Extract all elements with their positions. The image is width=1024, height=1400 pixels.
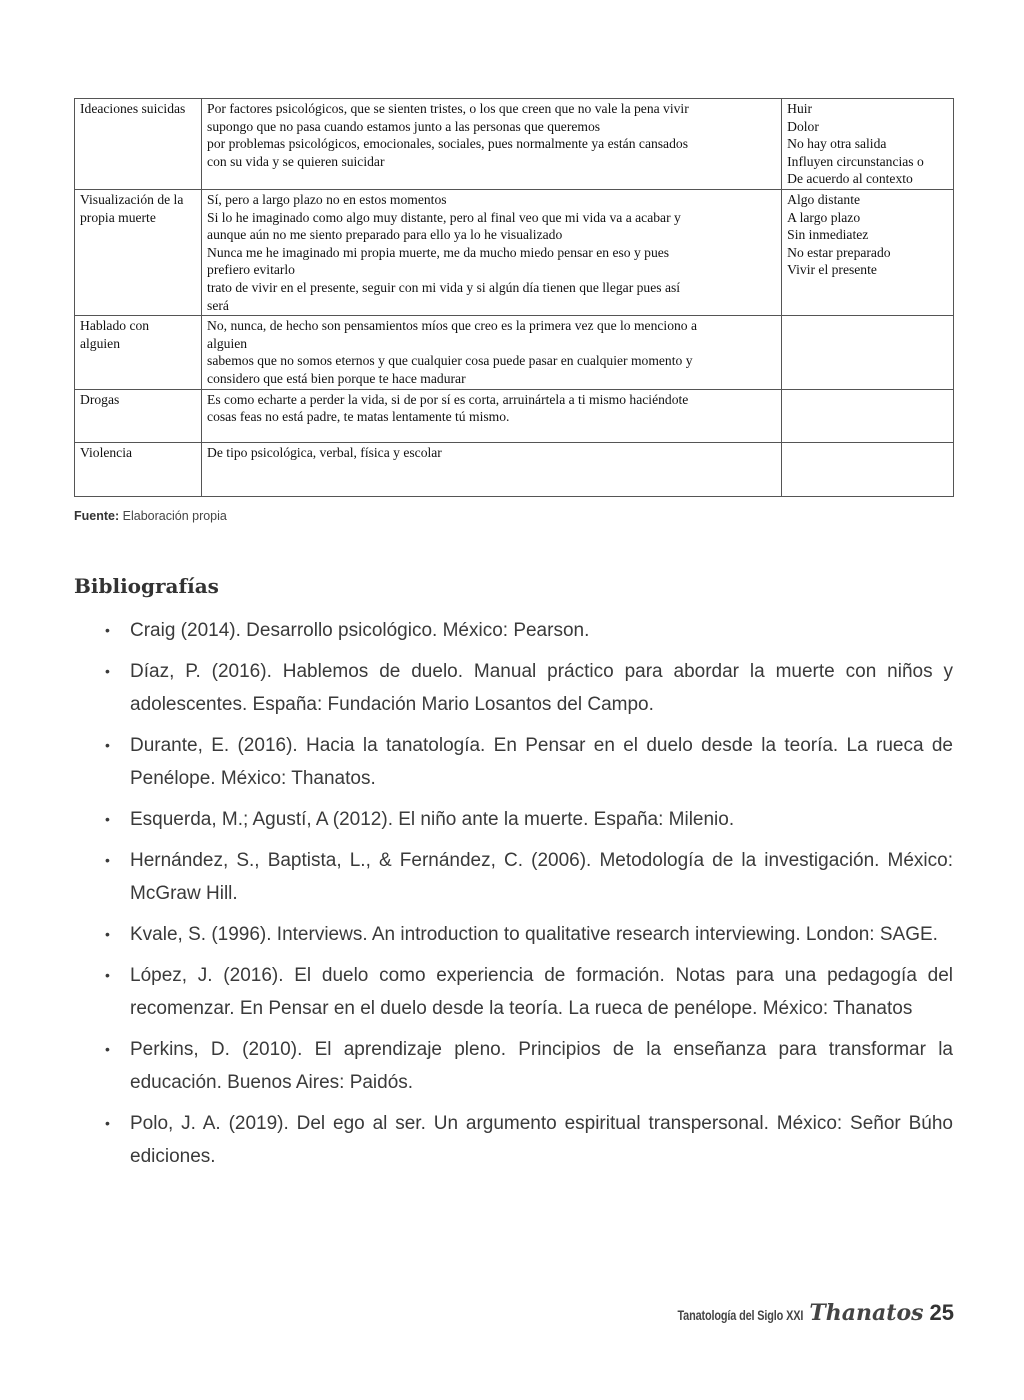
cell-line: considero que está bien porque te hace madurar	[207, 370, 466, 386]
bullet-icon: •	[105, 926, 110, 942]
cell-line: No estar preparado	[787, 244, 891, 260]
bullet-icon: •	[105, 622, 110, 638]
cell-line: A largo plazo	[787, 209, 861, 225]
source-text: Elaboración propia	[122, 509, 227, 523]
cell-line: alguien	[80, 335, 121, 351]
cell-line: Visualización de la	[80, 191, 184, 207]
cell-line: alguien	[207, 335, 248, 351]
cell-line: Si lo he imaginado como algo muy distante, pero al final veo que mi vida va a acabar y	[207, 209, 681, 225]
cell-line: Nunca me he imaginado mi propia muerte, me da mucho miedo pensar en eso y pues	[207, 244, 670, 260]
reference-item	[105, 959, 953, 1025]
responses-cell	[202, 442, 782, 496]
cell-line: con su vida y se quieren suicidar	[207, 153, 385, 169]
cell-line: Hablado con	[80, 318, 150, 334]
journal-logo: Thanatos	[809, 1300, 924, 1326]
codes-cell	[782, 99, 954, 190]
table-row	[75, 189, 954, 315]
reference-item	[105, 1033, 953, 1099]
cell-line: Vivir el presente	[787, 262, 877, 278]
cell-line: por problemas psicológicos, emocionales, sociales, pues normalmente ya están cansados	[207, 136, 688, 152]
bullet-icon: •	[105, 852, 110, 868]
codes-cell	[782, 389, 954, 442]
cell-line: propia muerte	[80, 209, 156, 225]
page-number: 25	[929, 1300, 954, 1325]
cell-line: Sin inmediatez	[787, 227, 869, 243]
results-table	[74, 98, 954, 497]
reference-text: Díaz, P. (2016). Hablemos de duelo. Manual práctico para abordar la muerte con niños y adolescentes. España: Fundación Mario Losantos del Campo.	[130, 661, 953, 715]
reference-text: Craig (2014). Desarrollo psicológico. México: Pearson.	[130, 620, 590, 641]
cell-line: trato de vivir en el presente, seguir con mi vida y si algún día tienen que llegar pues así	[207, 279, 681, 295]
cell-line: prefiero evitarlo	[207, 262, 295, 278]
bullet-icon: •	[105, 1041, 110, 1057]
table-source	[74, 509, 227, 523]
table-row	[75, 442, 954, 496]
reference-item	[105, 1107, 953, 1173]
reference-text: López, J. (2016). El duelo como experiencia de formación. Notas para una pedagogía del recomenzar. En Pensar en el duelo desde la teoría. La rueca de penélope. México: Thanatos	[130, 965, 953, 1019]
responses-cell	[202, 316, 782, 389]
cell-line: Sí, pero a largo plazo no en estos momentos	[207, 191, 447, 207]
source-label: Fuente:	[74, 509, 120, 523]
category-cell	[75, 389, 202, 442]
cell-line: No hay otra salida	[787, 136, 887, 152]
cell-line: De acuerdo al contexto	[787, 171, 913, 187]
codes-cell	[782, 442, 954, 496]
cell-line: sabemos que no somos eternos y que cualquier cosa puede pasar en cualquier momento y	[207, 353, 693, 369]
cell-line: Violencia	[80, 444, 133, 460]
reference-text: Hernández, S., Baptista, L., & Fernández, C. (2006). Metodología de la investigación. México: McGraw Hill.	[130, 850, 953, 904]
cell-line: supongo que no pasa cuando estamos junto a las personas que queremos	[207, 118, 601, 134]
codes-cell	[782, 316, 954, 389]
reference-item	[105, 729, 953, 795]
table-row	[75, 99, 954, 190]
responses-cell	[202, 189, 782, 315]
reference-text: Perkins, D. (2010). El aprendizaje pleno. Principios de la enseñanza para transformar la educación. Buenos Aires: Paidós.	[130, 1039, 953, 1093]
cell-line: De tipo psicológica, verbal, física y escolar	[207, 444, 442, 460]
cell-line: cosas feas no está padre, te matas lentamente tú mismo.	[207, 409, 510, 425]
reference-text: Polo, J. A. (2019). Del ego al ser. Un argumento espiritual transpersonal. México: Señor Búho ediciones.	[130, 1113, 953, 1167]
journal-series: Tanatología del Siglo XXI	[677, 1307, 804, 1323]
cell-line: será	[207, 297, 229, 313]
category-cell	[75, 99, 202, 190]
cell-line: Influyen circunstancias o	[787, 153, 924, 169]
cell-line: Drogas	[80, 391, 120, 407]
category-cell	[75, 189, 202, 315]
cell-line: Por factores psicológicos, que se sienten tristes, o los que creen que no vale la pena vivir	[207, 101, 689, 116]
bullet-icon: •	[105, 663, 110, 679]
bibliography-list	[105, 614, 953, 1181]
cell-line: No, nunca, de hecho son pensamientos míos que creo es la primera vez que lo menciono a	[207, 318, 698, 334]
responses-cell	[202, 99, 782, 190]
reference-text: Kvale, S. (1996). Interviews. An introduction to qualitative research interviewing. London: SAGE.	[130, 924, 938, 945]
category-cell	[75, 442, 202, 496]
reference-item	[105, 614, 953, 647]
bullet-icon: •	[105, 967, 110, 983]
cell-line: Algo distante	[787, 191, 861, 207]
table-row	[75, 389, 954, 442]
cell-line: Ideaciones suicidas	[80, 101, 186, 116]
bullet-icon: •	[105, 811, 110, 827]
page-footer	[642, 1300, 954, 1326]
bullet-icon: •	[105, 737, 110, 753]
cell-line: Huir	[787, 101, 813, 116]
category-cell	[75, 316, 202, 389]
bibliography-heading: Bibliografías	[74, 574, 219, 598]
responses-cell	[202, 389, 782, 442]
reference-item	[105, 803, 953, 836]
cell-line: aunque aún no me siento preparado para ello ya lo he visualizado	[207, 227, 563, 243]
reference-item	[105, 844, 953, 910]
reference-item	[105, 918, 953, 951]
reference-text: Durante, E. (2016). Hacia la tanatología. En Pensar en el duelo desde la teoría. La rueca de Penélope. México: Thanatos.	[130, 735, 953, 789]
codes-cell	[782, 189, 954, 315]
reference-item	[105, 655, 953, 721]
cell-line: Dolor	[787, 118, 819, 134]
bullet-icon: •	[105, 1115, 110, 1131]
reference-text: Esquerda, M.; Agustí, A (2012). El niño ante la muerte. España: Milenio.	[130, 809, 735, 830]
table-row	[75, 316, 954, 389]
cell-line: Es como echarte a perder la vida, si de por sí es corta, arruinártela a ti mismo haciéndote	[207, 391, 689, 407]
